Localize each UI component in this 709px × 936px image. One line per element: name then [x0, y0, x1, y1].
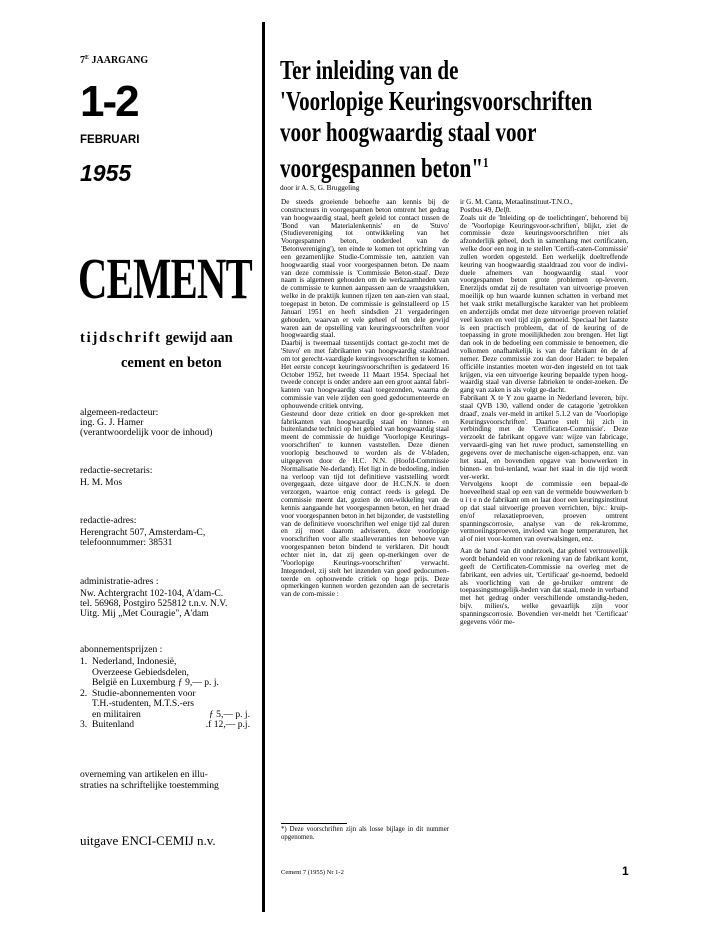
- secretary-name: H. M. Mos: [80, 477, 123, 488]
- volume-number: 7: [80, 55, 85, 66]
- subscription-price-list: [80, 657, 250, 731]
- admin-address-line3: Uitg. Mij „Met Couragie", A'dam: [80, 608, 209, 619]
- editorial-address-label: redactie-adres:: [80, 515, 137, 526]
- title-line: voor hoogwaardig staal voor: [280, 117, 537, 147]
- column-divider: [262, 22, 265, 912]
- price-row-label: 2. Studie-abonnementen voor: [80, 687, 196, 699]
- masthead-sidebar: [0, 0, 262, 936]
- issue-month: FEBRUARI: [80, 134, 140, 146]
- reprint-notice-line1: overneming van artikelen en illu-: [80, 769, 208, 780]
- price-row-label: T.H.-studenten, M.T.S.-ers: [80, 698, 195, 709]
- admin-address-line2: tel. 56968, Postgiro 525812 t.n.v. N.V.: [80, 598, 228, 609]
- subtitle-spaced-word: tijdschrift: [80, 330, 162, 346]
- page-number: 1: [622, 864, 629, 878]
- paragraph: De steeds groeiende behoefte aan kennis bij de constructeurs in voorgespannen beton omtrent het gedrag van hoogwaardig staal, heeft geleid tot contact tussen de 'Bond van Materialenkennis' en de 'Stuvo' (Studievereniging tot ontwikkeling van het Voorgespannen beton, onderdeel van de 'Betonvereniging'), ten einde te komen tot oprichting van een gezamenlijke Studie-Commissie ten, aanzien van hoogwaardig staal voor voorgespannen beton. De naam van deze commissie is 'Commissie Beton-staal'. Deze naam is algemeen gehouden om de werkzaamheden van de commissie te kunnen aanpassen aan de vraagstukken, welke in de praktijk kunnen rijzen ten aan-zien van staal, toegepast in beton. De commissie is geïnstalleerd op 15 Januari 1951 en heeft sindsdien 21 vergaderingen gehouden, waarvan er vele geheel of ten dele gewijd waren aan de opstelling van keuringsvoorschriften voor hoogwaardig staal.: [281, 198, 449, 340]
- admin-address-label: administratie-adres :: [80, 576, 159, 587]
- price-row-label: en militairen: [80, 708, 141, 720]
- editor-label: algemeen-redacteur:: [80, 407, 159, 418]
- editorial-address-line1: Herengracht 507, Amsterdam-C,: [80, 527, 206, 538]
- price-row-value: ƒ 5,— p. j.: [208, 708, 250, 720]
- paragraph: Daarbij is tweemaal tussentijds contact ge-zocht met de 'Stuvo' en met fabrikanten van hoogwaardig staaldraad om tot gerecht-vaardigde keuringsvoorschriften te komen. Het eerste concept keuringsvoorschriften is gedateerd 16 October 1952, het tweede 11 Maart 1954. Speciaal het tweede concept is onder andere aan een groot aantal fabri-kanten van hoogwaardig staal toegezonden, waarna de commissie van vele zijden een goed gedocumenteerde en ophouwende critiek ontving.: [281, 339, 449, 410]
- price-row: [80, 699, 250, 710]
- admin-address-line1: Nw. Achtergracht 102-104, A'dam-C.: [80, 588, 224, 599]
- title-line: Ter inleiding van de: [280, 55, 459, 85]
- paragraph: Vervolgens koopt de commissie een bepaal-de hoeveelheid staal op een van de vermelde bouwwerken b u i t e n de fabrikant om en laat door een keuringsinstituut op dat staal uitvoerige proeven verrichten, bijv.: kruip-en/of relaxatieproeven, proeven omtrent spanningscorrosie, analyse van de rek-kromme, vermoeiingsproeven, invloed van hoge temperaturen, het al of niet voor-komen van overwalsingen, enz.: [460, 480, 628, 544]
- issue-year: 1955: [80, 160, 132, 186]
- subtitle-rest: gewijd aan: [161, 330, 233, 346]
- volume-superscript: E: [85, 55, 90, 61]
- paragraph: Aan de hand van dit onderzoek, dat geheel vertrouwelijk wordt behandeld en voor rekening van de fabrikant komt, geeft de Certificaten-Commissie na overleg met de fabrikant, een advies uit, 'Certificaat' ge-noemd, bedoeld als voorlichting van de ge-bruiker omtrent de toepassingsmogelijk-heden van dat staal, mede in verband met het gedrag onder verschillende omstandig-heden, bijv. milieu's, welke gevaarlijk zijn voor spanningscorrosie. Bovendien ver-meldt het 'Certificaat' gegevens vóór me-: [460, 547, 628, 626]
- title-line-text: voorgespannen beton": [280, 153, 484, 183]
- paragraph: Zoals uit de 'Inleiding op de toelichtingen', behorend bij de 'Voorlopige Keuringsvoor-schriften', blijkt, ziet de commissie deze keuringsvoorschriften niet als afzonderlijk geheel, doch in samenhang met certificaten, welke door een nog in te stellen 'Certifi-caten-Commissie' zullen worden opgesteld. Een werkelijk doeltreffende keuring van hoogwaardig staaldraad zou voor de indivi-duele afnemers van hoogwaardig staal voor voorgespannen beton grote problemen op-leveren. Enerzijds omdat zij de resultaten van uitvoerige proeven moeilijk op hun waarde kunnen schatten in verband met het vaak strikt metallurgische karakter van het probleem en anderzijds omdat met deze uitvoerige proeven relatief veel kosten en veel tijd zijn gemoeid. Speciaal het laatste is een practisch probleem, dat of de keuring of de toepassing in grote moeilijkheden zou brengen. Het ligt dan ook in de bedoeling een commissie te benoemen, die volkomen onafhankelijk is van de fabrikant èn de af nemer. Deze commissie zou dan door Hader: te bepalen officiële instanties moeten wor-den ingesteld en tot taak krijgen, via een uitvoerige keuring bepaalde typen hoog-waardig staal van diverse fabrieken te onder-zoeken. De gang van zaken is als volgt ge-dacht.: [460, 213, 628, 395]
- publisher-line: uitgave ENCI-CEMIJ n.v.: [80, 833, 216, 848]
- reprint-notice: [80, 770, 255, 791]
- title-line: 'Voorlopige Keuringsvoorschriften: [280, 86, 593, 116]
- price-row: [80, 657, 250, 668]
- article-column-1: [281, 199, 449, 599]
- editorial-address-line2: telefoonnummer: 38531: [80, 537, 173, 548]
- cement-logo: CEMENT: [78, 246, 253, 311]
- address-city: Delft.: [494, 205, 512, 214]
- running-footer: Cement 7 (1955) Nr 1-2: [281, 869, 344, 876]
- issue-number: 1-2: [80, 77, 138, 126]
- journal-subtitle-line1: [80, 330, 233, 347]
- editor-name: ing. G. J. Hamer: [80, 417, 144, 428]
- price-row: [80, 720, 250, 731]
- paragraph: Gesteund door deze critiek en door ge-sprekken met fabrikanten van hoogwaardig staal en binnen- en buitenlandse technici op het gebied van hoogwaardig staal meent de commissie de huidige 'Voorlopige Keurings-voorschriften' te kunnen vaststellen. Deze dienen voorlopig beschouwd te worden als de V-bladen, uitgegeven door de H.C. N.N. (Hoofd-Commissie Normalisatie Ne-derland). Het ligt in de bedoeling, indien na verloop van tijd tot definitieve vaststelling wordt overgegaan, deze uitgave door de H.C.N.N. te doen verzorgen, waartoe enig contact reeds is gelegd. De commissie meent dat, gezien de ont-wikkeling van de kennis aangaande het voorgespannen beton, en het draad voor voorgespannen beton in het bijzonder, de vaststelling van de definitieve voorschriften wel enige tijd zal duren en zij moet daarom adviseren, deze voorlopige voorschriften voor alle staalleveranties ten behoeve van voorgespannen beton bindend te verklaren. Dit houdt echter niet in, dat zij geen op-merkingen over de 'Voorlopige Keurings-voorschriften' verwacht. Integendeel, zij stelt het inzenden van goed gedocumen-teerde en ophouwende critiek op hoge prijs. Deze opmerkingen kunnen worden gezonden aan de secretaris van de com-missie :: [281, 409, 449, 599]
- editor-note: (verantwoordelijk voor de inhoud): [80, 427, 213, 438]
- price-row-label: 1. Nederland, Indonesië,: [80, 656, 177, 667]
- footnote-rule: [281, 823, 347, 824]
- volume-label: [80, 55, 148, 66]
- article-title: [280, 55, 593, 184]
- byline: door ir A. S, G. Bruggeling: [280, 183, 360, 192]
- address-line: ir G. M. Canta, Metaalinstituut-T.N.O.,: [460, 198, 573, 206]
- price-row-label: 3. Buitenland: [80, 719, 135, 730]
- article-column-2: [460, 199, 628, 627]
- title-line: [280, 148, 537, 184]
- address-postbus: Postbus 49,: [460, 205, 495, 214]
- footnote: *) Deze voorschriften zijn als losse bijlage in dit nummer opgenomen.: [281, 826, 449, 841]
- reprint-notice-line2: straties na schriftelijke toestemming: [80, 779, 219, 791]
- subscription-prices-label: abonnementsprijzen :: [80, 644, 163, 655]
- price-row-label: België en Luxemburg ƒ 9,— p. j.: [80, 677, 219, 688]
- journal-subtitle-line2: cement en beton: [121, 355, 222, 371]
- volume-word: JAARGANG: [89, 55, 149, 66]
- paragraph: Fabrikant X te Y zou gaarne in Nederland leveren, bijv. staal QVB 130, vallend onder de catagorie 'getrokken draad', zoals ver-meld in artikel 5.1.2 van de 'Voorlopige Keuringsvoorschriften'. Daartoe stelt hij zich in verbinding met de 'Certificaten-Commissie'. Deze verzoekt de fabrikant opgave van: wijze van fabricage, vervaardi-ging van het ruwe product, samenstelling en gegevens over de mechanische eigen-schappen, enz. van het staal, en bovendien opgave van bouwwerken in binnen- en bui-tenland, waar het staal in die tijd wordt ver-werkt.: [460, 394, 628, 481]
- price-row-label: Overzeese Gebiedsdelen,: [80, 666, 189, 678]
- price-row-value: .f 12,— p.j.: [205, 719, 250, 730]
- secretary-label: redactie-secretaris:: [80, 465, 153, 476]
- price-row: [80, 678, 250, 689]
- footnote-marker: 1: [483, 156, 489, 171]
